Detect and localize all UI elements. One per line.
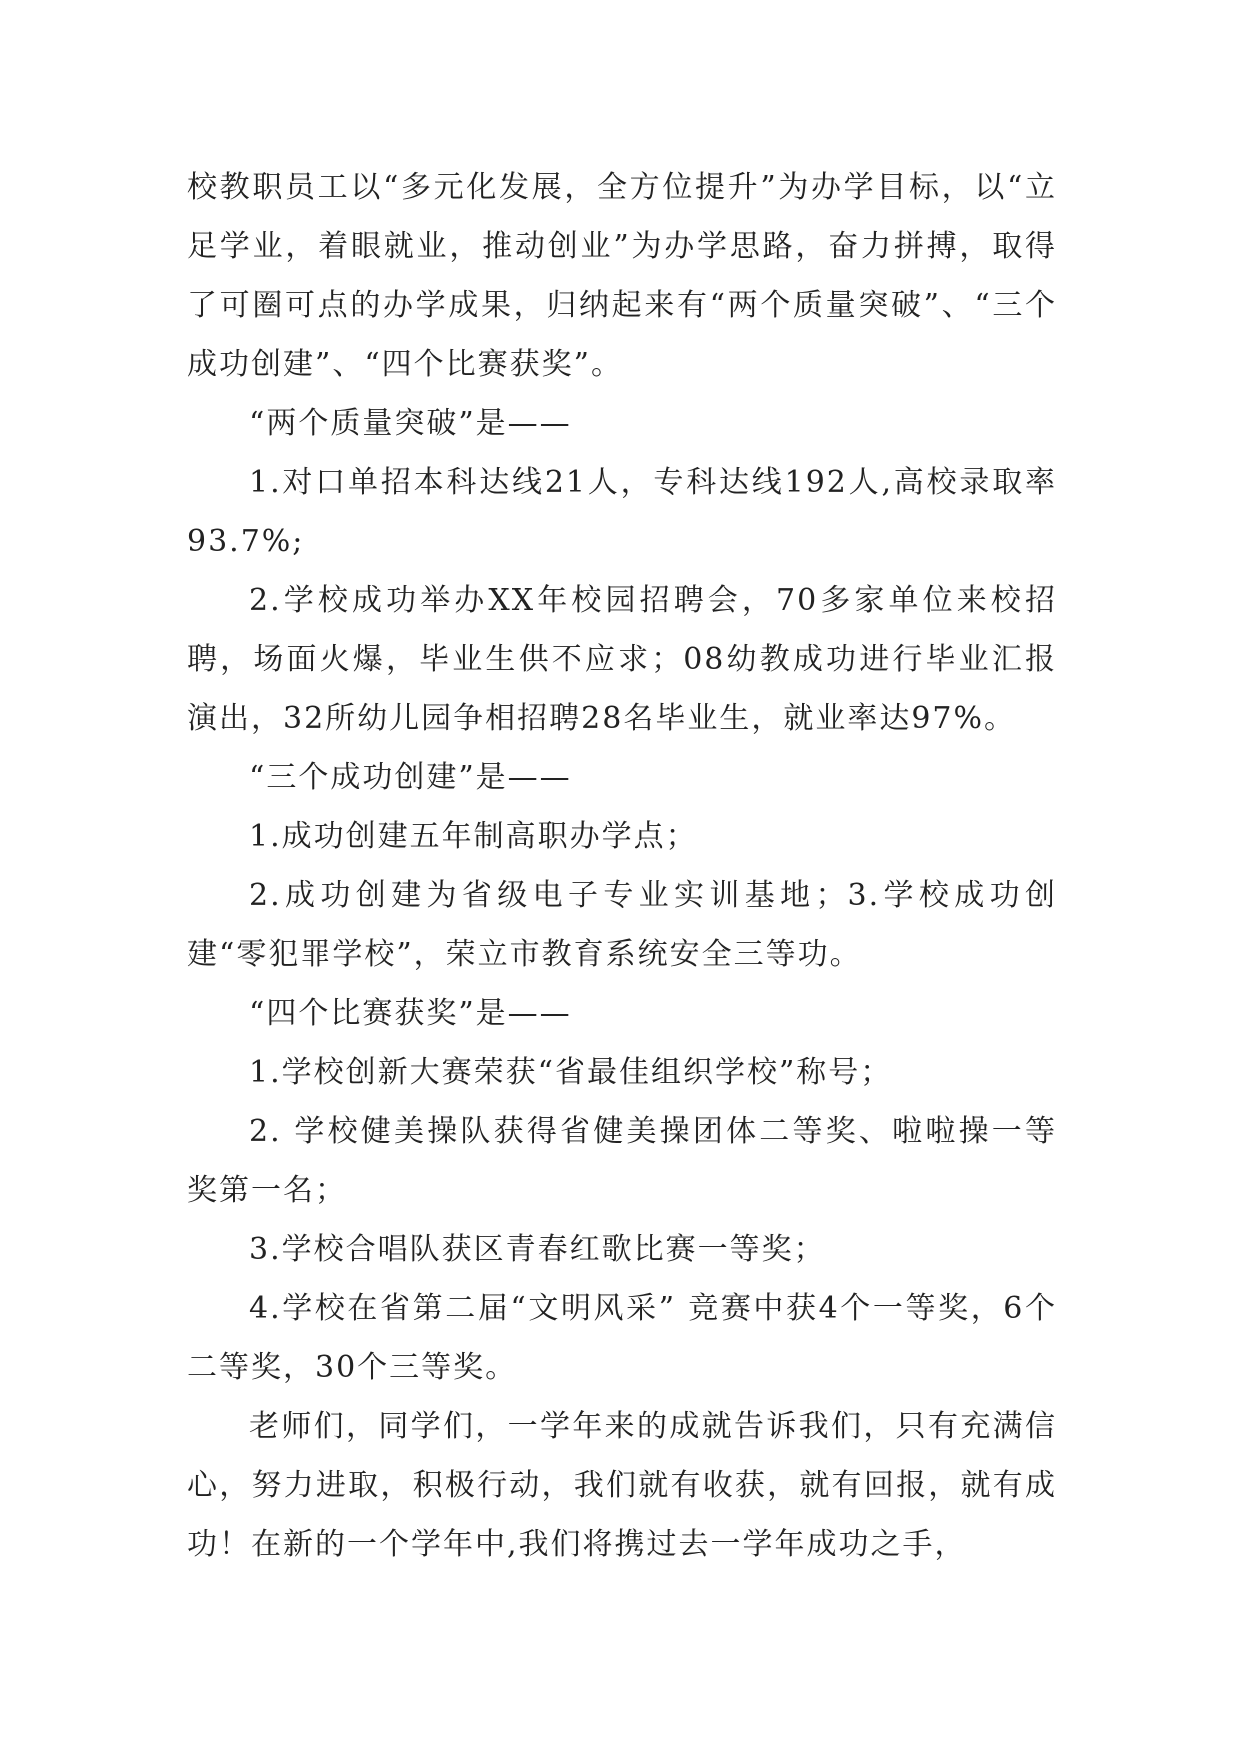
paragraph-intro: 校教职员工以“多元化发展，全方位提升”为办学目标，以“立足学业，着眼就业，推动创业”为办学思路，奋力拼搏，取得了可圈可点的办学成果，归纳起来有“两个质量突破”、“三个成功创建”、“四个比赛获奖”。 (187, 170, 1057, 382)
list-item-breakthrough-1: 1.对口单招本科达线21人，专科达线192人,高校录取率93.7%; (187, 465, 1057, 559)
list-item-breakthrough-2: 2.学校成功举办XX年校园招聘会，70多家单位来校招聘，场面火爆，毕业生供不应求；08幼教成功进行毕业汇报演出，32所幼儿园争相招聘28名毕业生，就业率达97%。 (187, 583, 1057, 736)
heading-four-competition-awards: “四个比赛获奖”是—— (249, 996, 572, 1031)
paragraph-closing: 老师们，同学们，一学年来的成就告诉我们，只有充满信心，努力进取，积极行动，我们就有收获，就有回报，就有成功！在新的一个学年中,我们将携过去一学年成功之手， (187, 1409, 1057, 1562)
list-item-creation-2-3: 2.成功创建为省级电子专业实训基地；3.学校成功创建“零犯罪学校”，荣立市教育系统安全三等功。 (187, 878, 1057, 972)
list-item-award-2: 2. 学校健美操队获得省健美操团体二等奖、啦啦操一等奖第一名； (187, 1114, 1057, 1208)
list-item-award-3: 3.学校合唱队获区青春红歌比赛一等奖； (249, 1232, 826, 1267)
heading-three-successful-creations: “三个成功创建”是—— (249, 760, 572, 795)
list-item-award-1: 1.学校创新大赛荣获“省最佳组织学校”称号； (249, 1055, 893, 1090)
document-body (187, 158, 1057, 1574)
list-item-award-4: 4.学校在省第二届“文明风采” 竞赛中获4个一等奖，6个二等奖，30个三等奖。 (187, 1291, 1057, 1385)
heading-two-quality-breakthroughs: “两个质量突破”是—— (249, 406, 572, 441)
list-item-creation-1: 1.成功创建五年制高职办学点； (249, 819, 698, 854)
